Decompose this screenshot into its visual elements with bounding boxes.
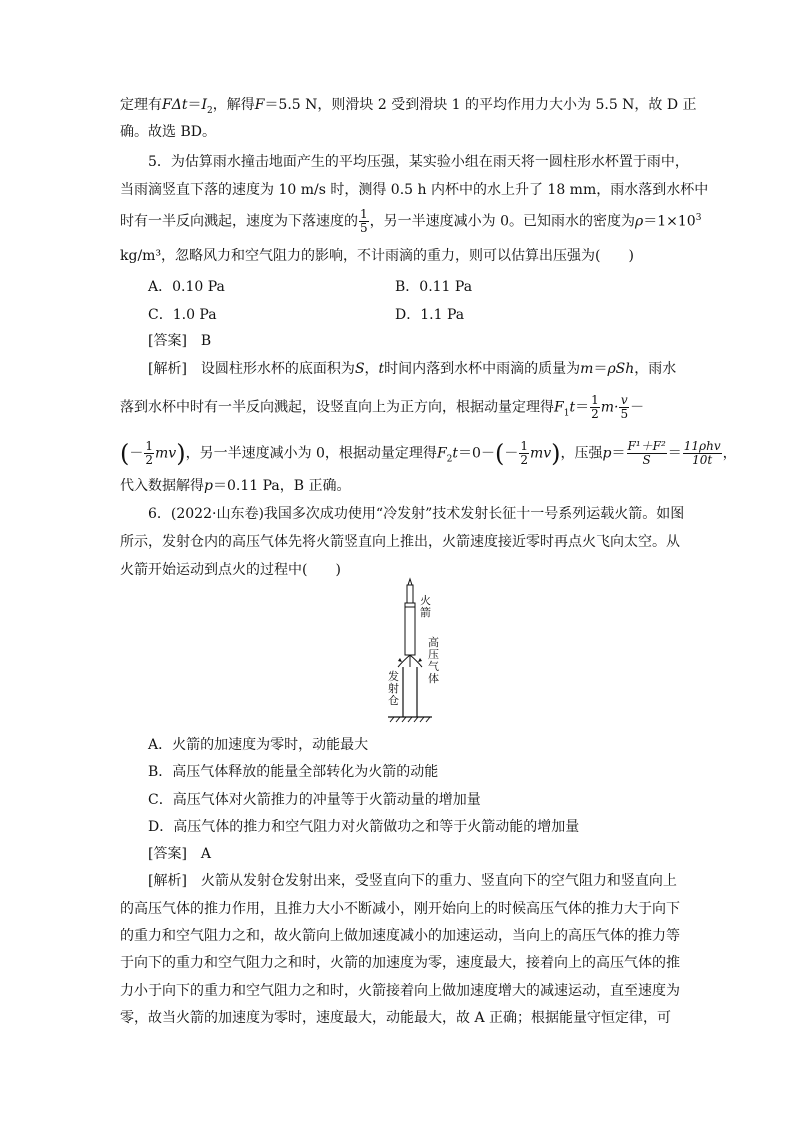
- rocket-label: 火箭: [420, 594, 431, 619]
- text-line: 火箭开始运动到点火的过程中( ): [120, 562, 341, 578]
- option-c: C．高压气体对火箭推力的冲量等于火箭动量的增加量: [148, 792, 481, 808]
- answer-5: [答案] B: [148, 333, 212, 349]
- option-d: D．高压气体的推力和空气阻力对火箭做功之和等于火箭动能的增加量: [148, 819, 580, 835]
- question-5-stem: 5．为估算雨水撞击地面产生的平均压强，某实验小组在雨天将一圆柱形水杯置于雨中，: [148, 154, 689, 170]
- analysis-5: [解析] 设圆柱形水杯的底面积为S，t时间内落到水杯中雨滴的质量为m＝ρSh，雨水: [148, 361, 677, 377]
- question-6-stem: 6．(2022·山东卷)我国多次成功使用“冷发射”技术发射长征十一号系列运载火箭。如图: [148, 506, 685, 522]
- text-line: 力小于向下的重力和空气阻力之和时，火箭接着向上做加速度增大的减速运动，直至速度为: [120, 983, 680, 999]
- option-c: C．1.0 Pa: [148, 307, 217, 323]
- text-line: 确。故选 BD。: [120, 124, 216, 140]
- fraction: $\frac{1}{5}$: [360, 207, 368, 236]
- text-line: 落到水杯中时有一半反向溅起，设竖直向上为正方向，根据动量定理得$F_1t=$ $\frac{1}{2}$ m· $\frac{v}{5}$ －: [120, 393, 645, 421]
- option-a: A．火箭的加速度为零时，动能最大: [148, 737, 369, 753]
- text-line: 所示，发射仓内的高压气体先将火箭竖直向上推出，火箭速度接近零时再点火飞向太空。从: [120, 534, 680, 550]
- answer-6: [答案] A: [148, 846, 212, 862]
- text-line: 的重力和空气阻力之和，故火箭向上做加速度减小的加速运动，当向上的高压气体的推力等: [120, 928, 680, 944]
- text-line: 于向下的重力和空气阻力之和时，火箭的加速度为零，速度最大，接着向上的高压气体的推: [120, 955, 680, 971]
- text-line: 零，故当火箭的加速度为零时，速度最大，动能最大，故 A 正确；根据能量守恒定律，可: [120, 1010, 672, 1026]
- option-d: D．1.1 Pa: [395, 307, 465, 323]
- analysis-6: [解析] 火箭从发射仓发射出来，受竖直向下的重力、竖直向下的空气阻力和竖直向上: [148, 873, 677, 889]
- text-line: kg/m³，忽略风力和空气阻力的影响，不计雨滴的重力，则可以估算出压强为( ): [120, 248, 634, 264]
- gas-label: 高压气体: [428, 636, 439, 685]
- text-line: 时有一半反向溅起，速度为下落速度的 $\frac{1}{5}$ ，另一半速度减小为 0。已知雨水的密度为$\rho=1\times 10^3$: [120, 207, 702, 236]
- silo-label: 发射仓: [388, 670, 399, 707]
- text-line: 的高压气体的推力作用，且推力大小不断减小，刚开始向上的时候高压气体的推力大于向下: [120, 901, 680, 917]
- rocket-launch-figure: [370, 575, 470, 725]
- text-line: 当雨滴竖直下落的速度为 10 m/s 时，测得 0.5 h 内杯中的水上升了 18 mm，雨水落到水杯中: [120, 182, 709, 198]
- option-b: B．0.11 Pa: [395, 279, 473, 295]
- option-b: B．高压气体释放的能量全部转化为火箭的动能: [148, 764, 439, 780]
- text-line: (－ $\frac{1}{2}$ mv)，另一半速度减小为 0，根据动量定理得$F_2t=0-(-$ $\frac{1}{2}$ mv)，压强p＝ $\frac{\text{F¹＋F²}}{S}$ ＝ $\frac{\text{11ρhv}}{10t}$ ，: [120, 439, 737, 468]
- text-line: 定理有$F\Delta t=I_2$，解得F＝5.5 N，则滑块 2 受到滑块 1 的平均作用力大小为 5.5 N，故 D 正: [120, 97, 697, 116]
- text-line: 代入数据解得p＝0.11 Pa，B 正确。: [120, 478, 351, 494]
- option-a: A．0.10 Pa: [148, 279, 225, 295]
